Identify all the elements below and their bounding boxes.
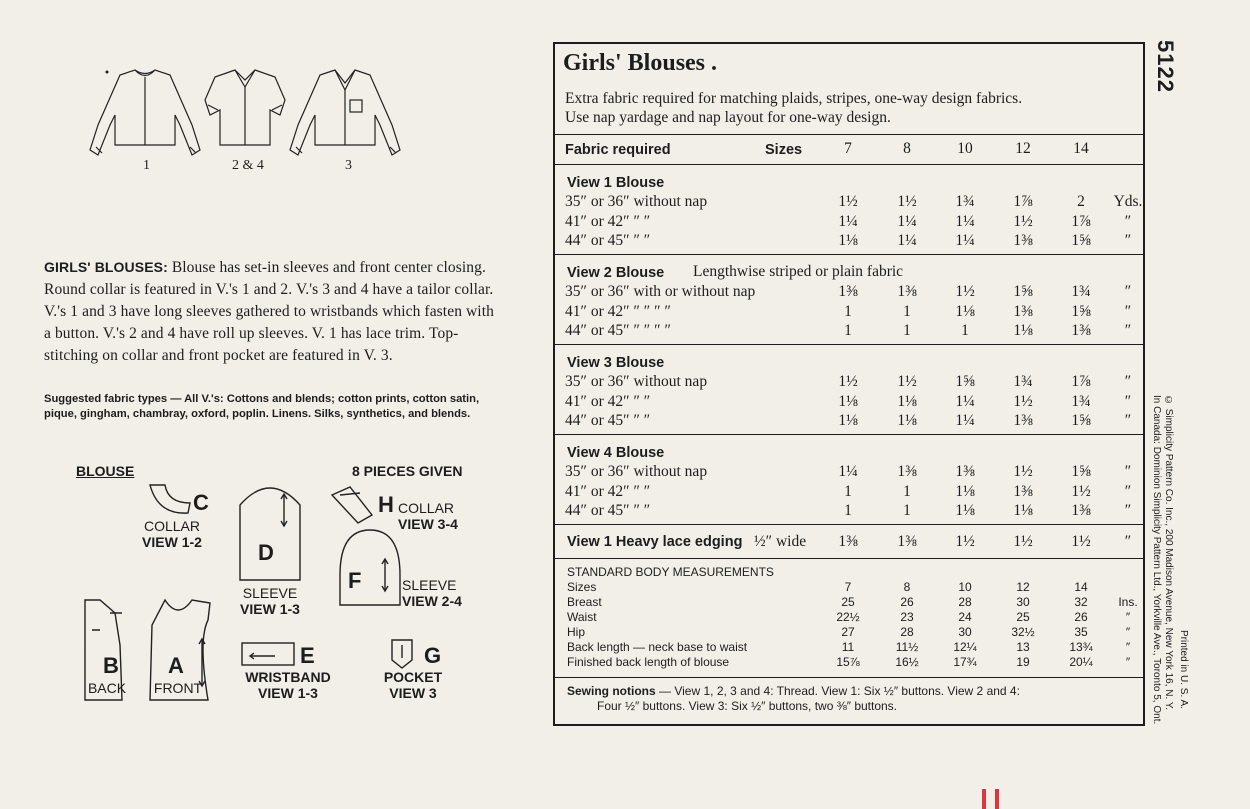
measurement-value: 25	[841, 595, 855, 609]
lace-width: ½″ wide	[754, 533, 807, 550]
view-2-yardage: 1⅜	[1071, 322, 1091, 339]
table-divider	[553, 254, 1145, 255]
view-3-yardage: 1½	[897, 373, 917, 390]
view-4-heading: View 4 Blouse	[567, 445, 665, 461]
size-header-12: 12	[1015, 140, 1031, 157]
chart-note-2: Use nap yardage and nap layout for one-way design.	[565, 109, 891, 126]
lace-unit: ″	[1124, 533, 1132, 550]
lace-yardage: 1½	[1013, 533, 1033, 550]
view-1-yardage: 1½	[1013, 212, 1033, 230]
view-2-row-label: 44″ or 45″ ″ ″ ″ ″	[565, 322, 671, 339]
measurement-value: 35	[1074, 625, 1088, 639]
measurement-value: 11½	[895, 640, 919, 654]
view-1-yardage: 1⅜	[1013, 232, 1033, 249]
measurement-value: 20¼	[1069, 655, 1093, 669]
view-4-yardage: 1⅜	[1013, 482, 1033, 500]
view-3-row-label: 44″ or 45″ ″ ″	[565, 412, 651, 429]
view-3-yardage: 1¼	[955, 392, 975, 410]
view-4-row-label: 44″ or 45″ ″ ″	[565, 502, 651, 519]
measurement-value: 22½	[836, 610, 860, 624]
size-header-14: 14	[1073, 140, 1089, 157]
measurement-value: 26	[1074, 610, 1088, 624]
view-3-yardage: 1⅛	[897, 392, 917, 410]
pieces-count: 8 PIECES GIVEN	[352, 463, 463, 479]
view-3-unit: ″	[1124, 412, 1132, 429]
fabric-types-text: — All V.'s: Cottons and blends; cotton prints, cotton satin, pique, gingham, chambray, oxford, poplin. Linens. Silks, synthetics, and blends.	[44, 393, 480, 420]
measurement-value: 32½	[1011, 625, 1035, 639]
view-1-yardage: 1¼	[897, 212, 917, 230]
view-3-heading: View 3 Blouse	[567, 355, 665, 371]
view-sketches	[80, 55, 420, 170]
measurement-value: 12¼	[953, 640, 977, 654]
view-4-unit: ″	[1124, 482, 1132, 500]
view-2-yardage: 1⅜	[897, 283, 917, 300]
sewing-notions-line2: Four ½″ buttons. View 3: Six ½″ buttons, two ⅜″ buttons.	[597, 699, 898, 713]
view-2-yardage: 1	[844, 322, 852, 339]
view-2-yardage: 1⅛	[955, 302, 975, 320]
table-divider	[553, 434, 1145, 435]
printed-in: Printed in U. S. A.	[1178, 630, 1189, 709]
view-2-yardage: 1⅝	[1071, 302, 1091, 320]
fabric-required-label: Fabric required	[565, 142, 671, 158]
view-3-yardage: 1⅞	[1071, 373, 1091, 390]
measurement-value: 25	[1016, 610, 1030, 624]
piece-label-pocket: POCKET VIEW 3	[383, 669, 443, 701]
view-2-yardage: 1	[903, 302, 911, 320]
pieces-section-title: BLOUSE	[76, 463, 135, 479]
view-1-unit: ″	[1124, 232, 1132, 249]
lace-yardage: 1½	[955, 533, 975, 550]
piece-letter-f: F	[348, 568, 362, 593]
view-2-yardage: 1⅜	[1013, 302, 1033, 320]
sewing-notions	[567, 684, 1139, 714]
view-label-2-4: 2 & 4	[232, 158, 264, 173]
view-1-yardage: 1⅝	[1071, 232, 1091, 249]
view-4-yardage: 1⅜	[1071, 502, 1091, 519]
view-4-row-label: 41″ or 42″ ″ ″	[565, 482, 651, 500]
view-2-unit: ″	[1124, 322, 1132, 339]
view-4-yardage: 1	[903, 502, 911, 519]
measurement-unit: Ins.	[1118, 595, 1138, 609]
piece-letter-b: B	[103, 653, 119, 678]
view-1-yardage: 1½	[838, 193, 858, 210]
view-4-yardage: 1⅛	[1013, 502, 1033, 519]
piece-label-collar-3-4: COLLAR VIEW 3-4	[398, 500, 458, 532]
measurement-value: 30	[1016, 595, 1030, 609]
measurement-value: 13	[1016, 640, 1030, 654]
view-4-yardage: 1⅛	[955, 482, 975, 500]
view-3-unit: ″	[1124, 392, 1132, 410]
view-1-heading: View 1 Blouse	[567, 175, 665, 191]
chart-title: Girls' Blouses .	[563, 50, 718, 76]
view-4-row-label: 35″ or 36″ without nap	[565, 463, 708, 480]
piece-letter-a: A	[168, 653, 184, 678]
view-3-yardage: 1½	[1013, 392, 1033, 410]
view-1-yardage: 1¼	[955, 232, 975, 249]
view-3-yardage: 1⅛	[897, 412, 917, 429]
view-4-yardage: 1½	[1071, 482, 1091, 500]
measurement-value: 19	[1016, 655, 1030, 669]
view-4-yardage: 1⅜	[955, 463, 975, 480]
copyright-text	[1150, 395, 1174, 724]
view-3-row-label: 41″ or 42″ ″ ″	[565, 392, 651, 410]
lace-yardage: 1⅜	[838, 533, 858, 550]
measurement-value: 32	[1074, 595, 1088, 609]
piece-label-sleeve-1-3: SLEEVE VIEW 1-3	[240, 585, 300, 617]
measurement-label: Sizes	[567, 580, 597, 594]
measurement-label: Breast	[567, 595, 602, 609]
view-3-yardage: 1⅜	[1013, 412, 1033, 429]
measurement-value: 17¾	[953, 655, 977, 669]
view-4-yardage: 1⅝	[1071, 463, 1091, 480]
piece-letter-c: C	[193, 490, 209, 515]
view-3-yardage: 1¾	[1013, 373, 1033, 390]
fabric-types-title: Suggested fabric types	[44, 393, 168, 405]
view-1-row-label: 44″ or 45″ ″ ″	[565, 232, 651, 249]
measurement-label: Hip	[567, 625, 586, 639]
measurement-value: 27	[841, 625, 855, 639]
view-2-yardage: 1⅛	[1013, 322, 1033, 339]
measurement-unit: ″	[1125, 625, 1131, 639]
view-4-yardage: 1⅜	[897, 463, 917, 480]
measurement-value: 13¾	[1069, 640, 1093, 654]
measurement-value: 23	[900, 610, 914, 624]
piece-label-front: FRONT	[153, 680, 203, 696]
size-header-8: 8	[903, 140, 911, 157]
view-3-yardage: 1⅝	[955, 373, 975, 390]
view-2-yardage: 1⅜	[838, 283, 858, 300]
measurement-value: 12	[1016, 580, 1030, 594]
measurement-unit: ″	[1125, 655, 1131, 669]
view-3-yardage: 1⅝	[1071, 412, 1091, 429]
view-2-yardage: 1½	[955, 283, 975, 300]
measurement-value: 11	[841, 640, 855, 654]
view-1-yardage: 1⅞	[1071, 212, 1091, 230]
view-2-row-label: 41″ or 42″ ″ ″ ″ ″	[565, 302, 671, 320]
lace-label: View 1 Heavy lace edging	[567, 534, 743, 550]
measurement-value: 15⅞	[836, 655, 860, 669]
measurement-unit: ″	[1125, 610, 1131, 624]
view-4-yardage: 1⅛	[955, 502, 975, 519]
measurement-value: 8	[903, 580, 911, 594]
red-mark	[982, 789, 986, 809]
view-1-yardage: 1¼	[897, 232, 917, 249]
sizes-label: Sizes	[765, 142, 803, 158]
piece-letter-e: E	[300, 643, 315, 668]
pattern-number: 5122	[1153, 40, 1178, 93]
view-2-unit: ″	[1124, 302, 1132, 320]
view-2-yardage: 1⅝	[1013, 283, 1033, 300]
view-2-yardage: 1¾	[1071, 283, 1091, 300]
view-label-1: 1	[143, 158, 150, 173]
view-4-yardage: 1	[844, 482, 852, 500]
size-header-10: 10	[957, 140, 973, 157]
view-1-row-label: 41″ or 42″ ″ ″	[565, 212, 651, 230]
description-text: Blouse has set-in sleeves and front center closing. Round collar is featured in V.'s 1 and 2. V.'s 3 and 4 have a tailor collar. V.'s 1 and 3 have long sleeves gathered to wristbands which fasten with a button. V.'s 2 and 4 have roll up sleeves. V. 1 has lace trim. Top-stitching on collar and front pocket are featured in V. 3.	[44, 259, 494, 364]
measurement-unit: ″	[1125, 640, 1131, 654]
measurement-value: 26	[900, 595, 914, 609]
piece-label-collar-1-2: COLLAR VIEW 1-2	[142, 518, 202, 550]
measurement-label: Back length — neck base to waist	[567, 640, 748, 654]
chart-note-1: Extra fabric required for matching plaids, stripes, one-way design fabrics.	[565, 90, 1023, 107]
canada-line: In Canada: Dominion Simplicity Pattern Ltd., Yorkville Ave., Toronto 5, Ont.	[1151, 395, 1162, 725]
view-4-yardage: 1¼	[838, 463, 858, 480]
measurement-value: 10	[958, 580, 972, 594]
view-2-yardage: 1	[844, 302, 852, 320]
view-3-yardage: 1¾	[1071, 392, 1091, 410]
piece-label-wristband: WRISTBAND VIEW 1-3	[245, 669, 331, 701]
view-label-3: 3	[345, 158, 352, 173]
view-1-yardage: 1¼	[838, 212, 858, 230]
piece-letter-h: H	[378, 492, 394, 517]
view-4-yardage: 1	[903, 482, 911, 500]
lace-yardage: 1⅜	[897, 533, 917, 550]
view-1-unit: ″	[1124, 212, 1132, 230]
view-2-heading: View 2 Blouse	[567, 265, 665, 281]
sewing-notions-line1: — View 1, 2, 3 and 4: Thread. View 1: Six ½″ buttons. View 2 and 4:	[659, 684, 1020, 698]
copyright-line: © Simplicity Pattern Co. Inc., 200 Madison Avenue, New York 16, N. Y.	[1163, 395, 1174, 711]
view-3-yardage: 1⅛	[838, 412, 858, 429]
view-1-yardage: 1½	[897, 193, 917, 210]
view-1-row-label: 35″ or 36″ without nap	[565, 193, 708, 210]
description-title: GIRLS' BLOUSES:	[44, 259, 168, 275]
measurement-value: 24	[958, 610, 972, 624]
size-header-7: 7	[844, 140, 852, 157]
fabric-types	[44, 392, 506, 421]
piece-letter-d: D	[258, 540, 274, 565]
view-4-unit: ″	[1124, 502, 1132, 519]
measurement-value: 16½	[895, 655, 919, 669]
view-3-yardage: 1¼	[955, 412, 975, 429]
measurement-value: 30	[958, 625, 972, 639]
view-2-row-label: 35″ or 36″ with or without nap	[565, 283, 756, 300]
view-2-yardage: 1	[961, 322, 969, 339]
view-1-yardage: 1¼	[955, 212, 975, 230]
view-3-yardage: 1⅛	[838, 392, 858, 410]
piece-label-back: BACK	[87, 680, 127, 696]
measurement-value: 28	[958, 595, 972, 609]
view-4-unit: ″	[1124, 463, 1132, 480]
view-1-yardage: 1⅞	[1013, 193, 1033, 210]
view-3-row-label: 35″ or 36″ without nap	[565, 373, 708, 390]
piece-letter-g: G	[424, 643, 442, 668]
view-1-yardage: 1⅛	[838, 232, 858, 249]
measurements-title: STANDARD BODY MEASUREMENTS	[567, 565, 774, 579]
description	[44, 256, 504, 367]
measurement-value: 7	[844, 580, 852, 594]
piece-label-sleeve-2-4: SLEEVE VIEW 2-4	[402, 577, 462, 609]
view-3-yardage: 1½	[838, 373, 858, 390]
view-3-unit: ″	[1124, 373, 1132, 390]
red-mark-2	[995, 789, 999, 809]
measurement-value: 28	[900, 625, 914, 639]
table-divider	[553, 344, 1145, 345]
measurement-label: Waist	[567, 610, 597, 624]
view-2-subheading: Lengthwise striped or plain fabric	[693, 263, 904, 280]
view-4-yardage: 1½	[1013, 463, 1033, 480]
view-1-yardage: 1¾	[955, 193, 975, 210]
view-2-yardage: 1	[903, 322, 911, 339]
view-1-unit: Yds.	[1113, 193, 1143, 210]
view-1-yardage: 2	[1077, 193, 1085, 210]
view-2-unit: ″	[1124, 283, 1132, 300]
lace-yardage: 1½	[1071, 533, 1091, 550]
sewing-notions-title: Sewing notions	[567, 684, 656, 698]
view-4-yardage: 1	[844, 502, 852, 519]
measurement-value: 14	[1074, 580, 1088, 594]
measurement-label: Finished back length of blouse	[567, 655, 730, 669]
